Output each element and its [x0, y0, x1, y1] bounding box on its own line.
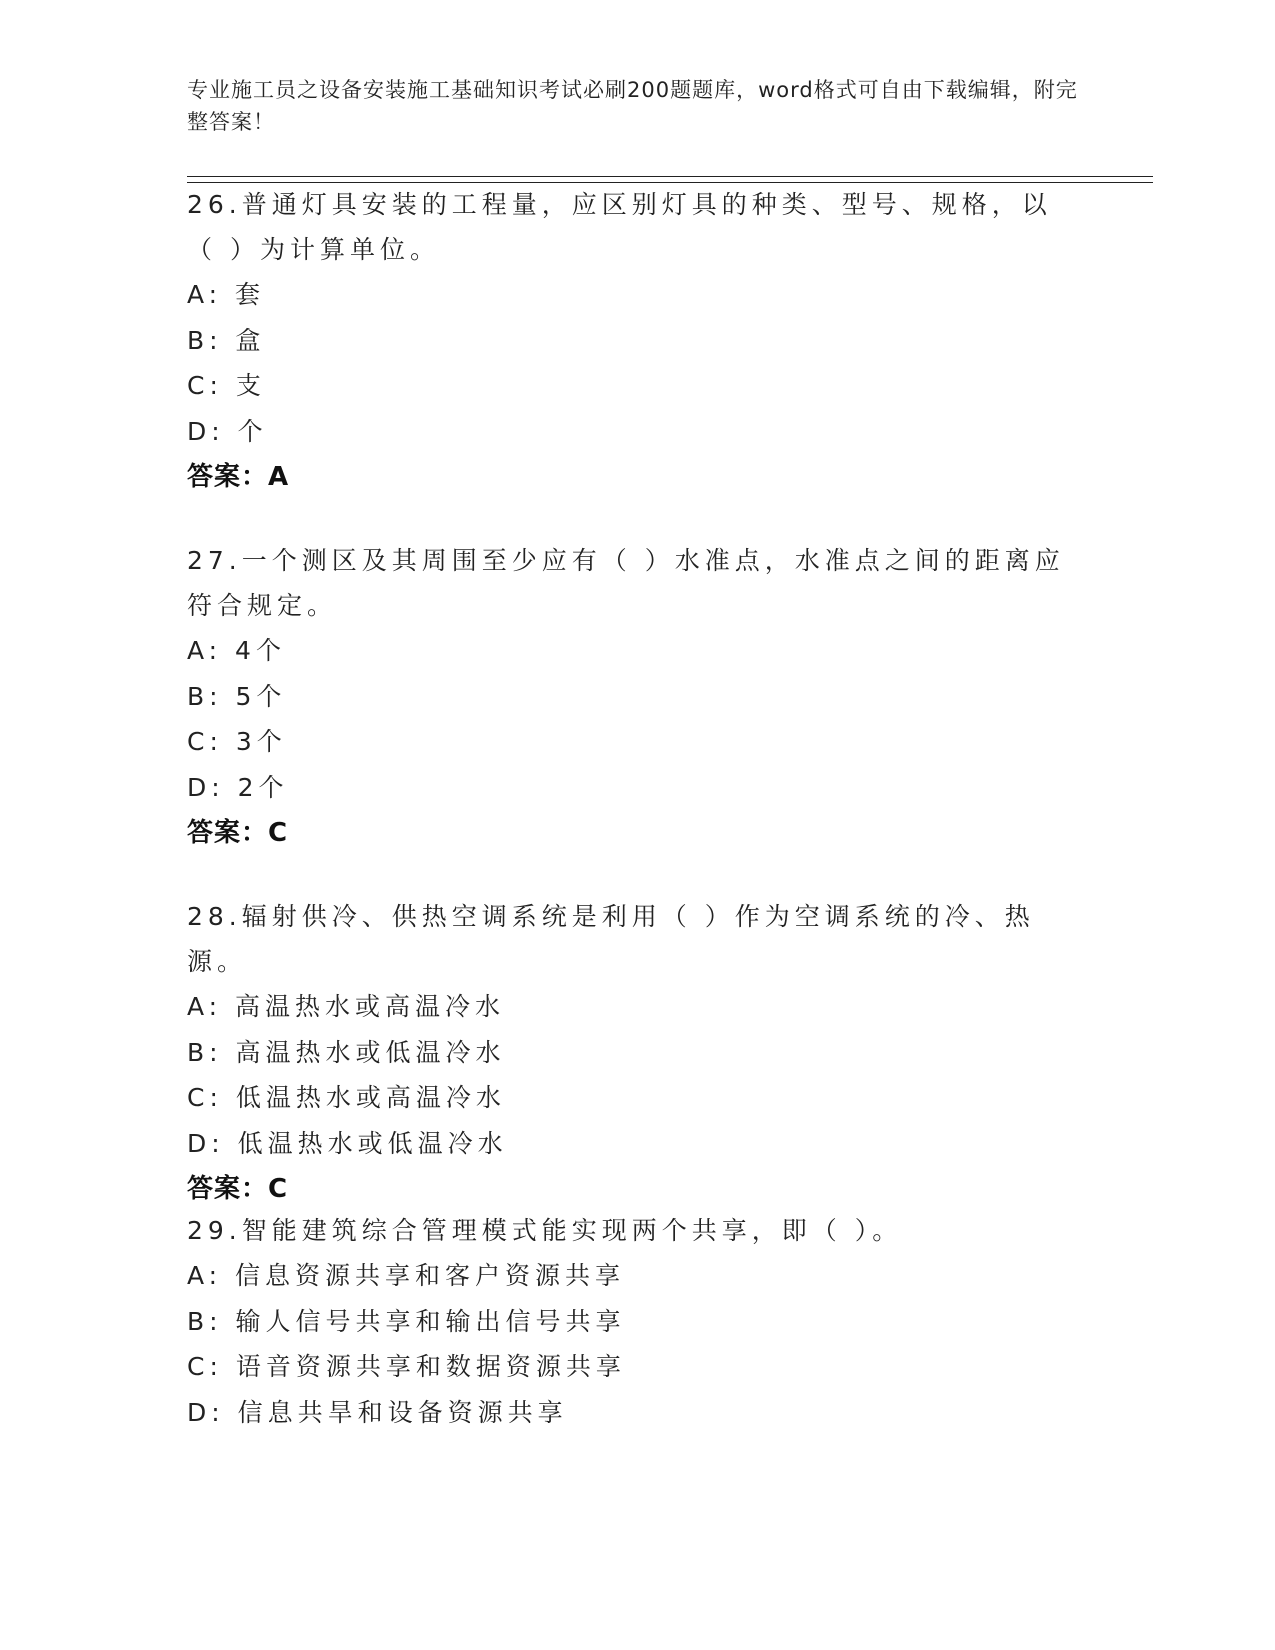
answer-line	[187, 1166, 1067, 1212]
option-b: B: 5个	[187, 681, 287, 711]
document-header: 专业施工员之设备安装施工基础知识考试必刷200题题库，word格式可自由下载编辑，附完整答案！	[187, 78, 1078, 134]
answer-line	[187, 454, 1067, 500]
question-text: 28.辐射供冷、供热空调系统是利用（ ）作为空调系统的冷、热源。	[187, 902, 1035, 976]
option-c: C: 语音资源共享和数据资源共享	[187, 1352, 626, 1381]
question-28	[187, 894, 1067, 1212]
question-text: 26.普通灯具安装的工程量，应区别灯具的种类、型号、规格，以（ ）为计算单位。	[187, 190, 1052, 264]
option-a: A: 套	[187, 280, 266, 309]
option-d: D: 个	[187, 416, 268, 446]
option-c: C: 低温热水或高温冷水	[187, 1083, 506, 1112]
answer-label: 答案：	[187, 462, 269, 492]
answer-label: 答案：	[187, 1174, 269, 1204]
option-a: A: 4个	[187, 636, 286, 665]
question-29	[187, 1208, 1067, 1435]
option-d: D: 信息共旱和设备资源共享	[187, 1397, 568, 1427]
header-divider-top	[187, 176, 1153, 177]
question-text: 27.一个测区及其周围至少应有（ ）水准点，水准点之间的距离应符合规定。	[187, 546, 1065, 620]
option-b: B: 盒	[187, 325, 266, 355]
answer-label: 答案：	[187, 818, 269, 848]
option-c: C: 3个	[187, 727, 287, 756]
answer-line	[187, 810, 1067, 856]
question-26	[187, 182, 1067, 500]
option-b: B: 输人信号共享和输出信号共享	[187, 1306, 626, 1336]
option-b: B: 高温热水或低温冷水	[187, 1037, 506, 1067]
option-a: A: 高温热水或高温冷水	[187, 992, 506, 1021]
question-27	[187, 538, 1067, 856]
answer-value: C	[268, 818, 289, 848]
option-d: D: 2个	[187, 772, 289, 802]
option-a: A: 信息资源共享和客户资源共享	[187, 1261, 626, 1290]
option-d: D: 低温热水或低温冷水	[187, 1128, 508, 1158]
question-text: 29.智能建筑综合管理模式能实现两个共享，即（ ）。	[187, 1216, 903, 1245]
answer-value: A	[268, 462, 290, 492]
option-c: C: 支	[187, 371, 266, 400]
answer-value: C	[268, 1174, 289, 1204]
